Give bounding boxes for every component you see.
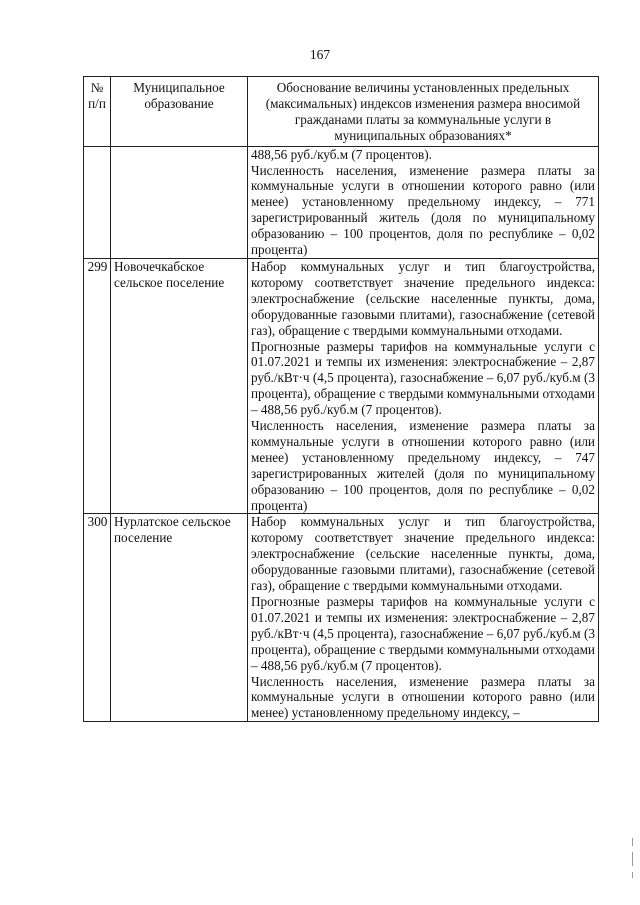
row-num: 299: [84, 258, 111, 514]
header-num: № п/п: [84, 77, 111, 147]
continuation-population-text: Численность населения, изменение размера платы за коммунальные услуги в отношении которого равно (или менее) установленному предельному индексу, – 771 зарегистрированный житель (доля по муниципальному образованию – 100 процентов, доля по республике – 0,02 процента): [251, 162, 595, 258]
row-municipality: Нурлатское сельское поселение: [111, 514, 248, 722]
row-set-text: Набор коммунальных услуг и тип благоустройства, которому соответствует значение предельного индекса: электроснабжение (сельские населенные пункты, дома, оборудованные газовыми плитами), газоснабжение (сетевой газ), обращение с твердыми коммунальными отходами.: [251, 258, 595, 338]
row-set-text: Набор коммунальных услуг и тип благоустройства, которому соответствует значение предельного индекса: электроснабжение (сельские населенные пункты, дома, оборудованные газовыми плитами), газоснабжение (сетевой газ), обращение с твердыми коммунальными отходами.: [251, 514, 595, 594]
header-justification: Обоснование величины установленных предельных (максимальных) индексов изменения размера вносимой гражданами платы за коммунальные услуги в муниципальных образованиях*: [248, 77, 599, 147]
table-row: [84, 514, 599, 722]
scan-edge-marks: [632, 838, 634, 898]
continuation-municipality: [111, 146, 248, 258]
continuation-line-1: 488,56 руб./куб.м (7 процентов).: [251, 146, 432, 162]
table-header-row: [84, 77, 599, 147]
tariff-index-table: [83, 76, 599, 722]
row-municipality: Новочечкабское сельское поселение: [111, 258, 248, 514]
page-number: 167: [309, 47, 331, 62]
header-municipality: Муниципальное образование: [111, 77, 248, 147]
row-population-text: Численность населения, изменение размера платы за коммунальные услуги в отношении которого равно (или менее) установленному предельному индексу, – 747 зарегистрированных жителей (доля по муниципальному образованию – 100 процентов, доля по республике – 0,02 процента): [251, 418, 595, 513]
row-tariff-text: Прогнозные размеры тарифов на коммунальные услуги с 01.07.2021 и темпы их изменения: электроснабжение – 2,87 руб./кВт·ч (4,5 процента), газоснабжение – 6,07 руб./куб.м (3 процента), обращение с твердыми коммунальными отходами – 488,56 руб./куб.м (7 процентов).: [251, 594, 595, 673]
row-justification: [248, 258, 599, 514]
table-row: [84, 258, 599, 514]
table-row-continuation: [84, 146, 599, 258]
continuation-text: [248, 146, 599, 258]
continuation-num: [84, 146, 111, 258]
row-num: 300: [84, 514, 111, 722]
row-justification: [248, 514, 599, 722]
row-tariff-text: Прогнозные размеры тарифов на коммунальные услуги с 01.07.2021 и темпы их изменения: электроснабжение – 2,87 руб./кВт·ч (4,5 процента), газоснабжение – 6,07 руб./куб.м (3 процента), обращение с твердыми коммунальными отходами – 488,56 руб./куб.м (7 процентов).: [251, 338, 595, 418]
row-population-text: Численность населения, изменение размера платы за коммунальные услуги в отношении которого равно (или менее) установленному предельному индексу, –: [251, 673, 595, 721]
